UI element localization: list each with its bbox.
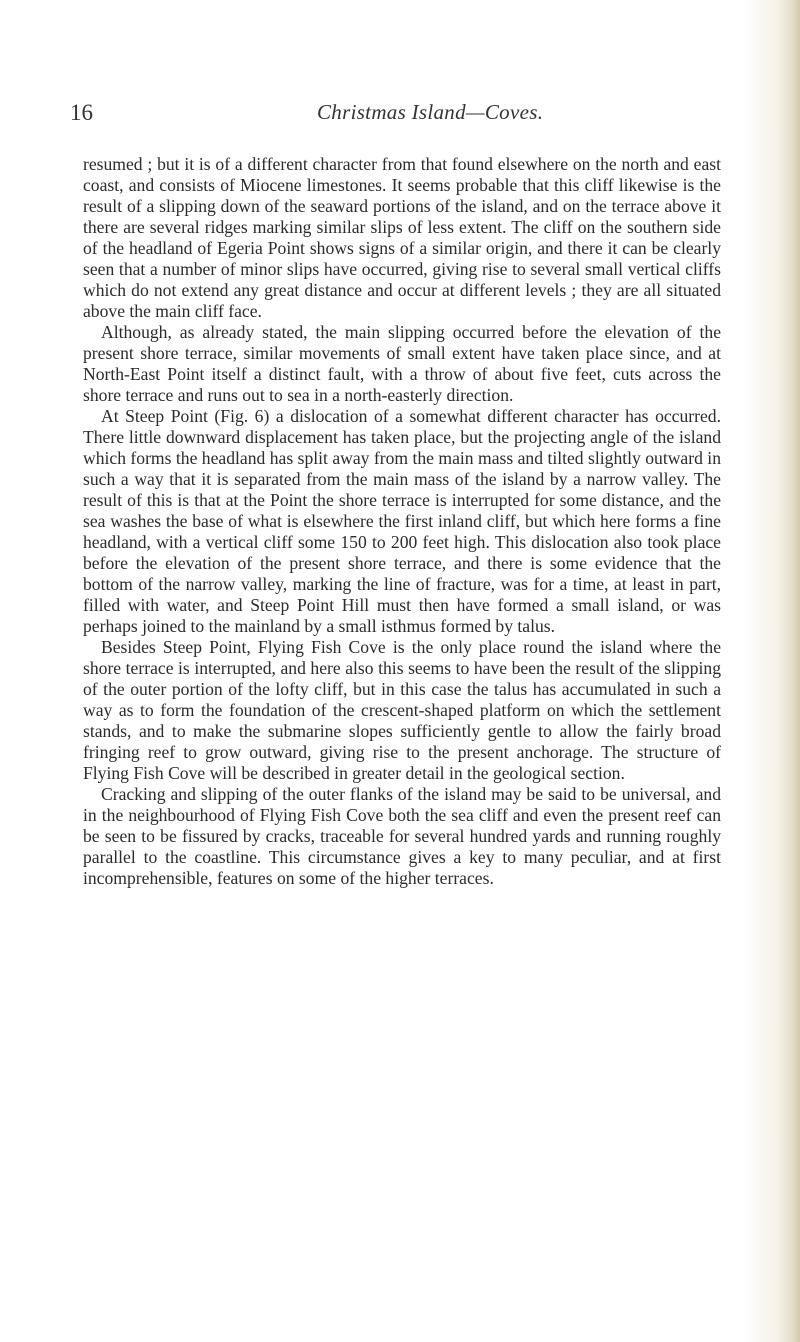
paragraph: resumed ; but it is of a different character from that found elsewhere on the north and east coast, and consists of Miocene limestones. It seems probable that this cliff likewise is the result of a slipping down of the seaward portions of the island, and on the terrace above it there are several ridges marking similar slips of less extent. The cliff on the southern side of the headland of Egeria Point shows signs of a similar origin, and there it can be clearly seen that a number of minor slips have occurred, giving rise to several small vertical cliffs which do not extend any great distance and occur at different levels ; they are all situated above the main cliff face. bbox=[83, 154, 721, 321]
body-text bbox=[83, 154, 721, 889]
running-head bbox=[0, 100, 800, 130]
paragraph: Besides Steep Point, Flying Fish Cove is the only place round the island where the shore terrace is interrupted, and here also this seems to have been the result of the slipping of the outer portion of the lofty cliff, but in this case the talus has accumulated in such a way as to form the foundation of the crescent-shaped platform on which the settlement stands, and to make the submarine slopes sufficiently gentle to allow the fairly broad fringing reef to grow outward, giving rise to the present anchorage. The structure of Flying Fish Cove will be described in greater detail in the geological section. bbox=[83, 637, 721, 783]
page-number: 16 bbox=[70, 100, 93, 125]
paragraph: Although, as already stated, the main slipping occurred before the elevation of the present shore terrace, similar movements of small extent have taken place since, and at North-East Point itself a distinct fault, with a throw of about five feet, cuts across the shore terrace and runs out to sea in a north-easterly direction. bbox=[83, 322, 721, 405]
running-title: Christmas Island—Coves. bbox=[317, 100, 544, 124]
paragraph: At Steep Point (Fig. 6) a dislocation of a somewhat different character has occurred. There little downward displacement has taken place, but the projecting angle of the island which forms the headland has split away from the main mass and tilted slightly outward in such a way that it is separated from the main mass of the island by a narrow valley. The result of this is that at the Point the shore terrace is interrupted for some distance, and the sea washes the base of what is elsewhere the first inland cliff, but which here forms a fine headland, with a vertical cliff some 150 to 200 feet high. This dislocation also took place before the elevation of the present shore terrace, and there is some evidence that the bottom of the narrow valley, marking the line of fracture, was for a time, at least in part, filled with water, and Steep Point Hill must then have formed a small island, or was perhaps joined to the mainland by a small isthmus formed by talus. bbox=[83, 406, 721, 636]
paragraph: Cracking and slipping of the outer flanks of the island may be said to be universal, and in the neighbourhood of Flying Fish Cove both the sea cliff and even the present reef can be seen to be fissured by cracks, traceable for several hundred yards and running roughly parallel to the coastline. This circumstance gives a key to many peculiar, and at first incomprehensible, features on some of the higher terraces. bbox=[83, 784, 721, 888]
page-edge-shading bbox=[778, 0, 800, 1342]
